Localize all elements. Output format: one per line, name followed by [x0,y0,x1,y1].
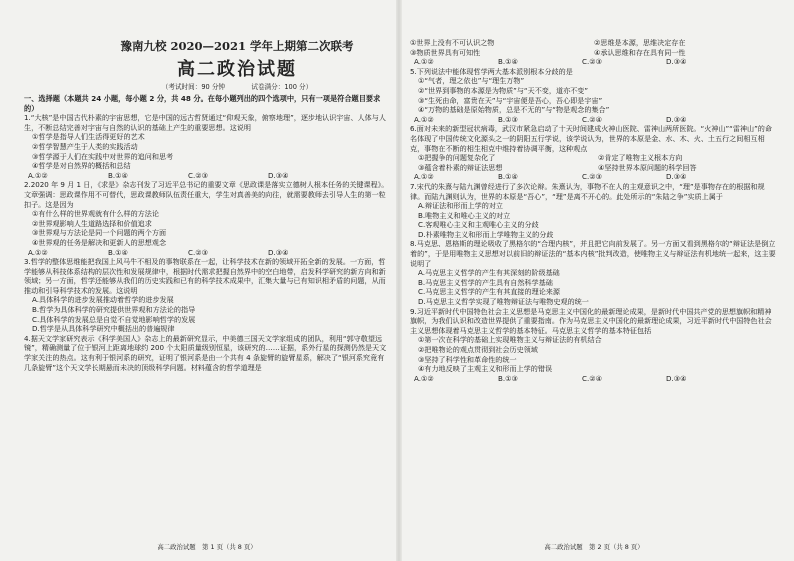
question-2-answers [28,248,390,258]
question-8-option: A.马克思主义哲学的产生有其深刻的阶级基础 [418,268,560,278]
question-9-option: ③坚持了科学性和革命性的统一 [418,354,517,364]
question-5-option: ①“气者，理之依也”与“理生万物” [418,76,525,86]
question-8-option: D.马克思主义哲学实现了唯物辩证法与唯物史观的统一 [418,297,589,307]
answer-choice: C.②④ [582,114,602,124]
page-fold [396,0,402,561]
answer-choice: D.③④ [666,114,687,124]
question-4-option: ③物质世界具有可知性 [410,47,481,57]
question-6-options [410,153,778,172]
question-6-answers [414,172,778,182]
question-9-answers [414,374,778,384]
question-4-stem: 4.据天文学家研究表示《科学美国人》杂志上的最新研究显示，中美德三国天文学家组成的团队，利用“郭守敬望远镜”，精确测量了位于银河上距离地球约 200 个太阳质量级别恒星，该研究的……证据，系外行星的探测仍然是天文学家关注的热点。这有利于银河系的研究，证明了银河系是由一个共有 4 条旋臂的旋臂星系，解决了“银河系究竟有几条旋臂”这个天文学长期悬而未决的顶级科学问题。材料蕴含的哲学道理是 [24,333,387,372]
answer-choice: D.③④ [268,170,289,180]
question-2-stem: 2.2020 年 9 月 1 日，《求是》杂志刊发了习近平总书记的重要文章《思政课是落实立德树人根本任务的关键课程》。文章强调：思政课作用不可替代，思政课教师队伍责任重大，学生对真善美的向往，就需要教师去引导人生的第一粒扣子。这是因为 [24,180,389,209]
question-9-option: ④有力地反映了主观主义和形而上学的错误 [418,364,553,374]
answer-choice: B.①④ [108,247,128,257]
question-1-answers [28,171,390,181]
question-1-stem: 1.“大核”是中国古代朴素的宇宙思想，它是中国的远古哲贤通过“仰观天象，俯察地理”，逐步地认识宇宙、人体与人生，不断总结完善对宇宙与自然的认识的基础上产生的重要思想。这说明 [24,113,386,132]
answer-choice: C.②③ [188,247,208,257]
question-2-option: ③世界观与方法论是同一个问题的两个方面 [32,228,167,238]
question-8-option: C.马克思主义哲学的产生有其直接的理论来源 [418,287,560,297]
question-5-answers [414,115,778,125]
question-6-option: ②肯定了唯物主义根本方向 [598,153,683,163]
answer-choice: B.①④ [108,170,128,180]
answer-choice: B.①④ [498,172,518,182]
answer-choice: C.②③ [188,170,208,180]
question-7-option: C.客观唯心主义和主观唯心主义的分歧 [418,220,539,230]
page-1 [24,0,390,561]
school-header: 豫南九校 2020—2021 学年上期第二次联考 [120,39,354,53]
question-2-option: ④世界观的任务是解决和更新人的思想观念 [32,237,167,247]
question-9-option: ②把唯物论的观点贯彻到社会历史领域 [418,345,538,354]
exam-meta: （考试时间：90 分钟 试卷满分：100 分） [161,83,313,91]
answer-choice: B.①③ [498,114,518,124]
answer-choice: D.③④ [268,247,289,257]
answer-choice: A.①② [414,57,434,67]
question-3-stem: 3.哲学的整体思维能把我国上风马牛不相及的事物联系在一起，让科学技术在新的领域开拓全新的发展。一方面，哲学能够从科技体系结构的层次性和发展规律中，根据时代需求把握自然界中的空白地带，启发科学研究的新方向和新领域；另一方面，哲学还能够从我们的历史实践和已有的科学技术成果中，汇集大量与已有知识相矛盾的问题，从而推动和引导科学技术的发展。这说明 [24,257,386,295]
answer-choice: C.②③ [582,172,602,182]
answer-choice: A.①② [414,373,434,383]
answer-choice: D.③④ [666,172,687,182]
question-7-stem: 7.宋代的朱熹与陆九渊曾经进行了多次论辩。朱熹认为，事物不在人的主观意识之中，“理”是事物存在的根据和规律。而陆九渊则认为，世界的本原是“吾心”，“理”是离不开心的。此处所示的“朱陆之争”实质上属于 [410,181,765,201]
question-9-stem: 9.习近平新时代中国特色社会主义思想是马克思主义中国化的最新理论成果，是新时代中国共产党的思想旗帜和精神旗帜，为我们认识和改造世界提供了重要指南。作为马克思主义中国化的最新理论成果，习近平新时代中国特色社会主义思想体现着马克思主义哲学的基本特征。马克思主义哲学的基本特征包括 [410,306,772,335]
question-4-option: ④承认思维和存在具有同一性 [594,47,686,57]
answer-choice: D.③④ [666,57,687,67]
answer-choice: A.①② [28,247,48,257]
question-8-stem: 8.马克思、恩格斯的理论吸收了黑格尔的“合理内核”，并且把它向前发展了。另一方面又看到黑格尔的“辩证法是倒立着的”，于是用唯物主义思想对以前旧的辩证法的“基本内核”批判改造，使唯物主义与辩证法有机地统一起来，这主要说明了 [410,239,776,268]
question-6-option: ①把握争的问题复杂化了 [418,153,496,163]
question-2-option: ②世界观影响人生道路选择和价值追求 [32,218,152,228]
answer-choice: B.①④ [498,57,518,67]
answer-choice: A.①② [28,170,48,180]
question-3-option: B.哲学为具体科学的研究提供世界观和方法论的指导 [32,305,196,315]
question-4-answers [414,57,778,67]
exam-title: 高二政治试题 [177,59,297,80]
question-4-option: ②思维是本源，思维决定存在 [594,38,686,47]
page-footer: 高二政治试题 第 1 页（共 8 页） [157,543,257,552]
question-6-stem: 6.面对未来的新型冠状病毒，武汉市紧急启动了十天时间建成火神山医院、雷神山两所医院。“火神山”“雷神山”的命名体现了中国传统文化源头之一的阴阳五行学说，该学说认为，世界的本原是金、水、木、火、土五行之间相互相克，事物在不断的相生相克中维持着协调平衡，这种观点 [410,124,772,153]
question-1-option: ③哲学源于人们在实践中对世界的追问和思考 [32,151,174,161]
question-6-option: ③蕴含着朴素的辩证法思想 [418,162,503,172]
question-5-option: ④“万物的基础是原始物质，总是不无的”与“物是观念的集合” [418,105,610,115]
question-7-option: B.唯物主义和唯心主义的对立 [418,210,511,220]
answer-choice: C.②③ [582,57,602,67]
answer-choice: A.①② [414,172,434,182]
question-1-option: ②哲学智慧产生于人类的实践活动 [32,141,138,151]
answer-choice: A.①② [414,114,434,124]
page-footer: 高二政治试题 第 2 页（共 8 页） [544,543,644,552]
answer-choice: C.②④ [582,373,602,383]
question-3-option: D.哲学是从具体科学研究中概括出的普遍规律 [32,324,175,334]
question-3-option: A.具体科学的进步发展推动着哲学的进步发展 [32,295,174,305]
question-7-option: D.朴素唯物主义和形而上学唯物主义的分歧 [418,229,554,239]
question-6-option: ④坚持世界本原问题的科学回答 [598,162,697,172]
question-5-option: ②“世界到事物的本源是为物质”与“天不变，道亦不变” [418,85,589,95]
page-2 [410,0,778,561]
question-5-option: ③“生死由命，富贵在天”与“宇宙便是吾心，吾心即是宇宙” [418,95,603,105]
section-heading: 一、选择题（本题共 24 小题，每小题 2 分，共 48 分。在每小题列出的四个选项中，只有一项是符合题目要求的） [24,94,381,113]
question-8-option: B.马克思主义哲学的产生具有自然科学基础 [418,277,553,287]
question-1-option: ①哲学是指导人们生活得更好的艺术 [32,132,145,142]
question-3-option: C.具体科学的发展总是自觉不自觉地影响哲学的发展 [32,314,196,324]
question-5-stem: 5.下列说法中能体现哲学两大基本派别根本分歧的是 [410,66,573,76]
question-4-options [410,38,778,57]
answer-choice: D.③④ [666,373,687,383]
question-1-option: ④哲学是对自然界的概括和总结 [32,161,131,171]
answer-choice: B.①③ [498,373,518,383]
question-2-option: ①有什么样的世界观就有什么样的方法论 [32,209,159,219]
question-9-option: ①第一次在科学的基础上实现唯物主义与辩证法的有机结合 [418,335,602,345]
question-4-option: ①世界上没有不可认识之物 [410,38,495,47]
question-7-option: A.辩证法和形而上学的对立 [418,201,504,211]
